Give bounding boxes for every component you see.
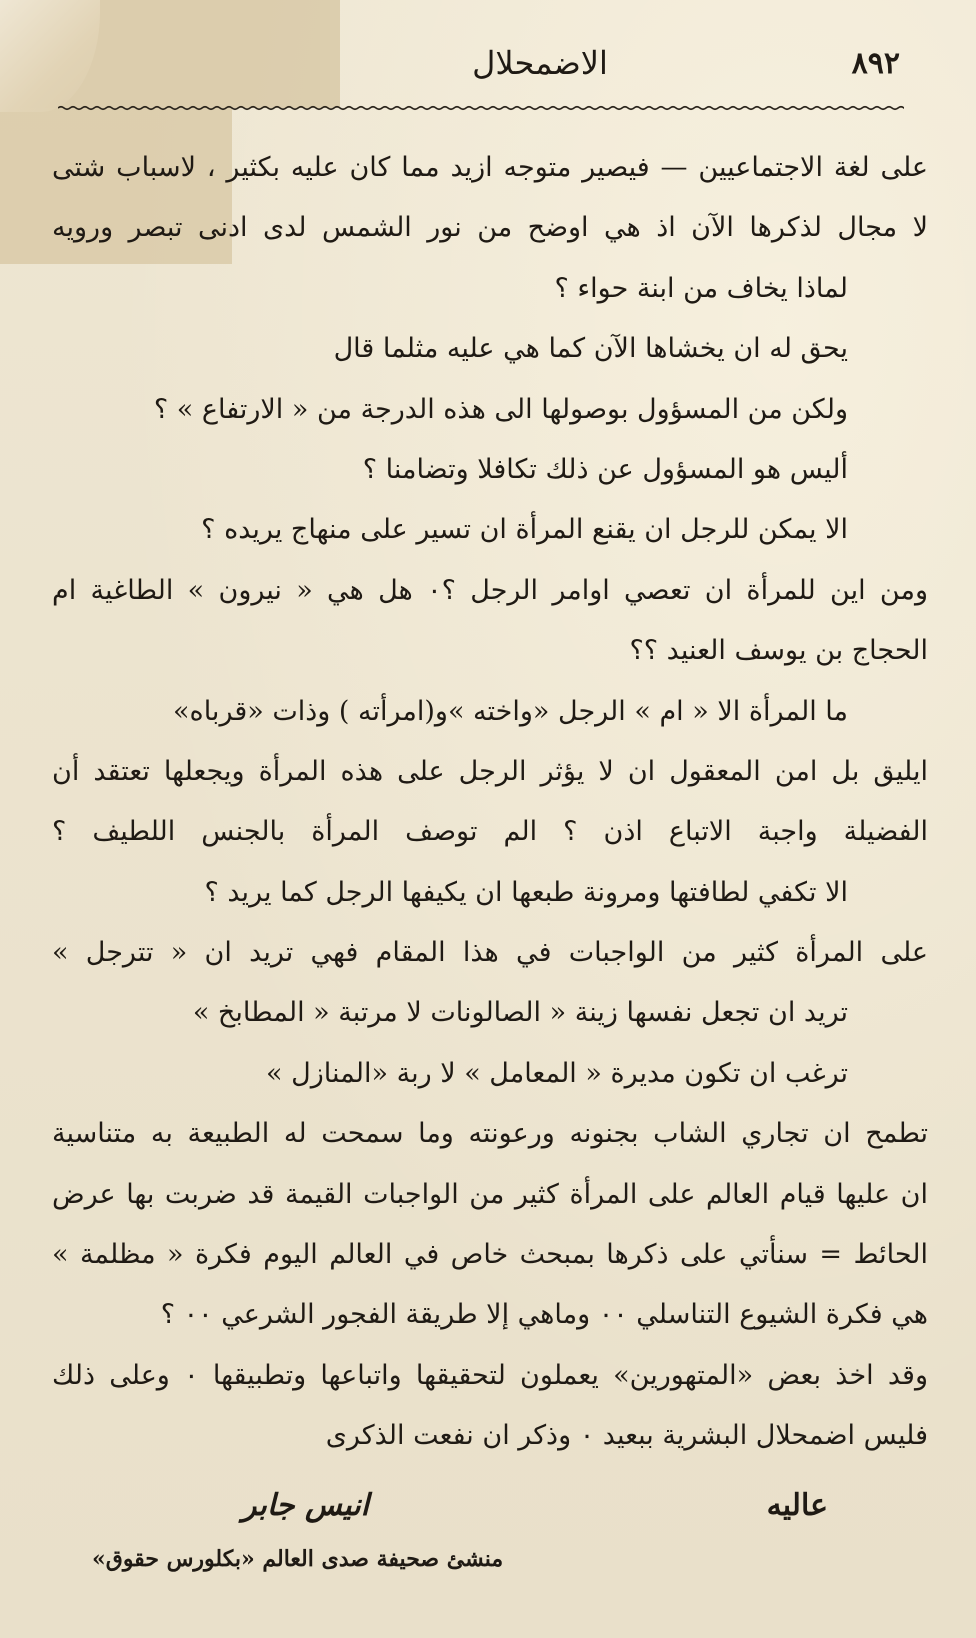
signature-place: عاليه: [766, 1488, 828, 1523]
text-line: الفضيلة واجبة الاتباع اذن ؟ الم توصف المرأة بالجنس اللطيف ؟: [52, 816, 928, 848]
text-line: على المرأة كثير من الواجبات في هذا المقام فهي تريد ان « تترجل »: [52, 937, 928, 969]
text-line: يحق له ان يخشاها الآن كما هي عليه مثلما قال: [333, 333, 848, 365]
text-line: ومن اين للمرأة ان تعصي اوامر الرجل ؟٠ هل هي « نيرون » الطاغية ام: [52, 574, 928, 606]
page-header: [60, 40, 900, 100]
text-line: لا مجال لذكرها الآن اذ هي اوضح من نور الشمس لدى ادنى تبصر ورويه: [52, 212, 928, 244]
text-line: أليس هو المسؤول عن ذلك تكافلا وتضامنا ؟: [362, 453, 848, 485]
signature-author-role: منشئ صحيفة صدى العالم «بكلورس حقوق»: [92, 1546, 504, 1572]
article-body: [52, 138, 928, 1467]
text-line: ترغب ان تكون مديرة « المعامل » لا ربة «المنازل »: [266, 1057, 848, 1089]
text-line: تطمح ان تجاري الشاب بجنونه ورعونته وما سمحت له الطبيعة به متناسية: [52, 1118, 928, 1150]
text-line: فليس اضمحلال البشرية ببعيد ٠ وذكر ان نفعت الذكرى: [325, 1420, 928, 1452]
text-line: تريد ان تجعل نفسها زينة « الصالونات لا مرتبة « المطابخ »: [192, 997, 848, 1029]
text-line: لماذا يخاف من ابنة حواء ؟: [554, 272, 848, 304]
signature-author: انيس جابر: [242, 1488, 370, 1523]
page-number: ٨٩٢: [851, 46, 900, 81]
text-line: الا تكفي لطافتها ومرونة طبعها ان يكيفها الرجل كما يريد ؟: [204, 876, 848, 908]
running-title: الاضمحلال: [472, 44, 608, 82]
text-line: على لغة الاجتماعيين — فيصير متوجه ازيد مما كان عليه بكثير ، لاسباب شتى: [52, 152, 928, 183]
text-line: ان عليها قيام العالم على المرأة كثير من الواجبات القيمة قد ضربت بها عرض: [52, 1178, 928, 1210]
text-line: وقد اخذ بعض «المتهورين» يعملون لتحقيقها واتباعها وتطبيقها ٠ وعلى ذلك: [52, 1359, 928, 1391]
header-wavy-rule: [58, 104, 904, 112]
text-line: ما المرأة الا « ام » الرجل «واخته »و(امرأته ) وذات «قرباه»: [173, 695, 848, 727]
text-line: هي فكرة الشيوع التناسلي ٠٠ وماهي إلا طريقة الفجور الشرعي ٠٠ ؟: [160, 1299, 928, 1331]
text-line: الا يمكن للرجل ان يقنع المرأة ان تسير على منهاج يريده ؟: [201, 514, 848, 546]
text-line: ايليق بل امن المعقول ان لا يؤثر الرجل على هذه المرأة ويجعلها تعتقد أن: [52, 755, 928, 787]
text-line: الحجاج بن يوسف العنيد ؟؟: [629, 635, 928, 667]
signature-block: [52, 1488, 928, 1608]
text-line: الحائط = سنأتي على ذكرها بمبحث خاص في العالم اليوم فكرة « مظلمة »: [52, 1239, 928, 1271]
text-line: ولكن من المسؤول بوصولها الى هذه الدرجة من « الارتفاع » ؟: [153, 393, 848, 425]
